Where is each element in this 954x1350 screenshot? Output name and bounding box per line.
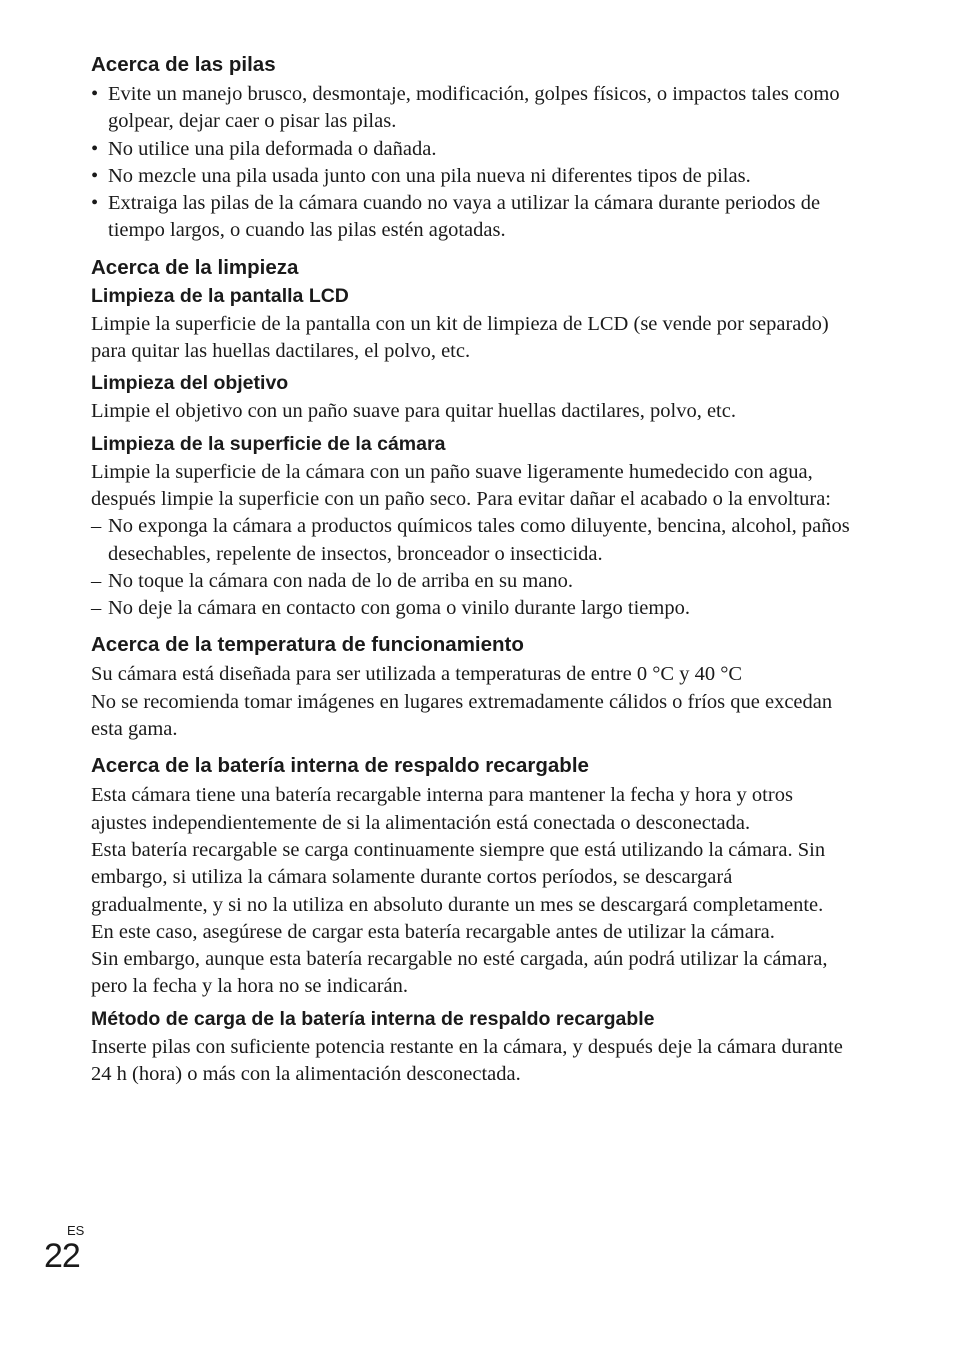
section-heading: Acerca de las pilas: [91, 53, 276, 76]
subsection-objetivo: [91, 371, 851, 425]
subsection-lcd: [91, 284, 851, 366]
dash-marker: –: [91, 569, 102, 592]
list-item-text: No toque la cámara con nada de lo de arriba en su mano.: [108, 569, 574, 592]
list-item-text: No deje la cámara en contacto con goma o vinilo durante largo tiempo.: [108, 597, 690, 620]
subsection-heading: Limpieza de la pantalla LCD: [91, 284, 349, 307]
paragraph: Esta cámara tiene una batería recargable interna para mantener la fecha y hora y otros ajustes independientemente de si la alimentación está conectada o desconectada.: [91, 784, 793, 834]
paragraph: [91, 661, 851, 743]
bullet-marker: •: [91, 164, 99, 187]
subsection-metodo: [91, 1007, 851, 1089]
dash-marker: –: [91, 597, 102, 620]
temperature-range-text: Su cámara está diseñada para ser utilizada a temperaturas de entre 0 °C y 40 °C: [91, 663, 743, 686]
paragraph: Limpie la superficie de la pantalla con un kit de limpieza de LCD (se vende por separado) para quitar las huellas dactilares, el polvo, etc.: [91, 312, 829, 363]
section-heading: Acerca de la limpieza: [91, 255, 299, 279]
bullet-list: [91, 81, 851, 245]
page-number: 22: [44, 1237, 80, 1275]
list-item: [91, 163, 851, 190]
list-item: [91, 81, 851, 136]
list-item-text: Extraiga las pilas de la cámara cuando no vaya a utilizar la cámara durante periodos de tiempo largos, o cuando las pilas estén agotadas.: [108, 192, 821, 242]
section-temperatura: [91, 632, 851, 743]
subsection-heading: Método de carga de la batería interna de respaldo recargable: [91, 1007, 655, 1030]
bullet-marker: •: [91, 192, 99, 215]
page-content: [91, 52, 851, 1088]
paragraph: Limpie el objetivo con un paño suave para quitar huellas dactilares, polvo, etc.: [91, 400, 736, 423]
language-code: ES: [67, 1223, 85, 1238]
list-item: [91, 513, 851, 568]
list-item: [91, 190, 851, 245]
subsection-heading: Limpieza del objetivo: [91, 372, 289, 395]
paragraph: Inserte pilas con suficiente potencia restante en la cámara, y después deje la cámara durante 24 h (hora) o más con la alimentación desconectada.: [91, 1035, 843, 1086]
list-item-text: Evite un manejo brusco, desmontaje, modificación, golpes físicos, o impactos tales como golpear, dejar caer o pisar las pilas.: [108, 83, 840, 133]
paragraph: Esta batería recargable se carga continuamente siempre que está utilizando la cámara. Sin embargo, si utiliza la cámara solamente durante cortos períodos, se descargará gradualmente, y si no la utiliza en absoluto durante un mes se descargará completamente. En este caso, asegúrese de cargar esta batería recargable antes de utilizar la cámara.: [91, 838, 826, 943]
list-item-text: No mezcle una pila usada junto con una pila nueva ni diferentes tipos de pilas.: [108, 164, 751, 187]
section-pilas: [91, 52, 851, 245]
temperature-warning-text: No se recomienda tomar imágenes en lugares extremadamente cálidos o fríos que excedan esta gama.: [91, 690, 833, 741]
paragraph: Limpie la superficie de la cámara con un paño suave ligeramente humedecido con agua, después limpie la superficie con un paño seco. Para evitar dañar el acabado o la envoltura:: [91, 460, 831, 510]
section-heading: Acerca de la temperatura de funcionamiento: [91, 633, 524, 657]
subsection-superficie: [91, 432, 851, 623]
list-item: [91, 595, 851, 622]
section-limpieza: [91, 255, 851, 623]
list-item: [91, 136, 851, 163]
bullet-marker: •: [91, 83, 99, 105]
dash-marker: –: [91, 515, 102, 538]
list-item-text: No utilice una pila deformada o dañada.: [108, 137, 437, 160]
dash-list: [91, 513, 851, 622]
bullet-marker: •: [91, 137, 99, 160]
subsection-heading: Limpieza de la superficie de la cámara: [91, 432, 446, 455]
list-item: [91, 568, 851, 595]
section-heading: Acerca de la batería interna de respaldo recargable: [91, 754, 589, 778]
list-item-text: No exponga la cámara a productos químicos tales como diluyente, bencina, alcohol, paños desechables, repelente de insectos, bronceador o insecticida.: [108, 515, 850, 565]
section-bateria: [91, 753, 851, 1088]
paragraph: Sin embargo, aunque esta batería recargable no esté cargada, aún podrá utilizar la cámara, pero la fecha y la hora no se indicarán.: [91, 948, 828, 998]
